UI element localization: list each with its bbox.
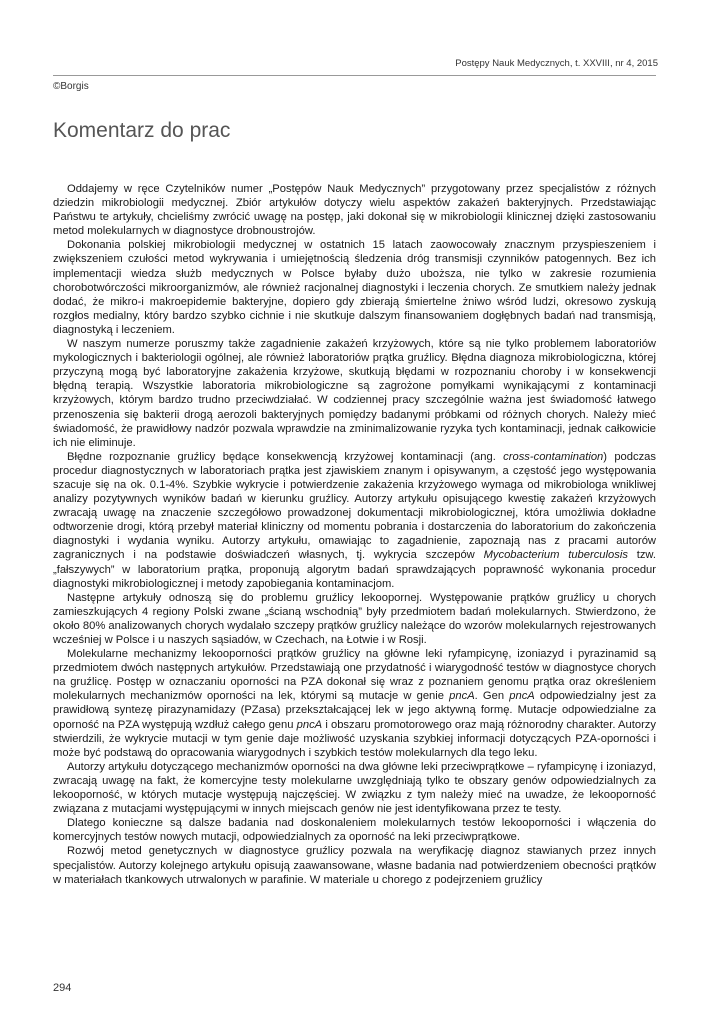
text-run: ) podczas procedur diagnostycznych w laboratoriach prątka jest zjawiskiem znanym i opisywanym, a częstość jego występowania szacuje się na ok. 0.1-4%. Szybkie wykrycie i potwierdzenie zakażenia krzyżowego wymaga od mikrobiologa wnikliwej analizy pozytywnych wyników badań w kierunku gruźlicy. Autorzy artykułu opisującego kwestię zakażeń krzyżowych zwracają uwagę na znaczenie szczegółowo prowadzonej dokumentacji mikrobiologicznej, która umożliwia dokładne odtworzenie drogi, którą przebył materiał kliniczny od momentu pobrania i dostarczenia do laboratorium do zakończenia diagnostyki i wydania wyniku. Autorzy artykułu, omawiając to zagadnienie, zapoznają nas z pracami autorów zagranicznych i na podstawie doświadczeń własnych, tj. wykrycia szczepów — [53, 450, 656, 562]
paragraph-2 — [53, 238, 656, 337]
text-run: odpowiedzialny jest za prawidłową syntezę pirazynamidazy (PZasa) przekształcającej lek w jego aktywną formę. Mutacje odpowiedzialne za oporność na PZA występują wzdłuż całego genu — [53, 690, 656, 731]
text-run: Oddajemy w ręce Czytelników numer „Postępów Nauk Medycznych” przygotowany przez specjalistów z różnych dziedzin mikrobiologii medycznej. Zbiór artykułów dotyczy wielu aspektów zakażeń bakteryjnych. Przedstawiając Państwu te artykuły, chcieliśmy zwrócić uwagę na postęp, jaki dokonał się w mikrobiologii klinicznej dzięki zastosowaniu metod molekularnych w diagnostyce drobnoustrojów. — [53, 183, 656, 238]
text-run: Autorzy artykułu dotyczącego mechanizmów oporności na dwa główne leki przeciwprątkowe – ryfampicynę i izoniazyd, zwracają uwagę na fakt, że komercyjne testy molekularne uwzględniają tylko te obszary genów odpowiedzialnych za lekooporność, w których mutacje występują najczęściej. W związku z tym należy mieć na uwadze, że lekooporność związana z mutacjami występującymi w innych miejscach genów nie jest identyfikowana przez te testy. — [53, 760, 656, 816]
italic-term: cross-contamination — [503, 450, 604, 463]
paragraph-8 — [53, 816, 656, 844]
running-head: Postępy Nauk Medycznych, t. XXVIII, nr 4, 2015 — [455, 58, 658, 69]
paragraph-7 — [53, 760, 656, 816]
paragraph-4 — [53, 450, 656, 591]
page-title: Komentarz do prac — [53, 119, 231, 142]
italic-term: Mycobacterium tuberculosis — [483, 549, 628, 562]
text-run: i obszaru promotorowego oraz mają różnorodny charakter. Autorzy stwierdzili, że wykrycie mutacji w tym genie daje możliwość uzyskania szybkiej informacji dotyczących PZA-oporności i może być podstawą do opracowania wiarygodnych i szybkich testów molekularnych dla tego leku. — [53, 718, 656, 759]
paragraph-9 — [53, 844, 656, 886]
text-run: Dokonania polskiej mikrobiologii medycznej w ostatnich 15 latach zaowocowały znacznym przyspieszeniem i zwiększeniem czułości metod wykrywania i umiejętnością śledzenia dróg transmisji czynników patogennych. Bez ich implementacji wiedza służb medycznych w Polsce byłaby dużo uboższa, nie tylko w zakresie rozumienia chorobotwórczości mikroorganizmów, ale również racjonalnej diagnostyki i leczenia chorych. Ze smutkiem należy jednak dodać, że mikro-i makroepidemie bakteryjne, dopiero gdy zbierają śmiertelne żniwo wśród ludzi, okresowo zyskują rozgłos medialny, który bardzo szybko cichnie i nie skutkuje dalszym finansowaniem dogłębnych badań nad transmisją, diagnostyką i leczeniem. — [53, 239, 656, 336]
paragraph-5 — [53, 591, 656, 647]
article-body — [53, 182, 656, 887]
text-run: Błędne rozpoznanie gruźlicy będące konsekwencją krzyżowej kontaminacji (ang. — [67, 450, 504, 463]
publisher-mark: ©Borgis — [53, 81, 89, 92]
text-run: Dlatego konieczne są dalsze badania nad doskonaleniem molekularnych testów lekooporności i włączenia do komercyjnych testów nowych mutacji, odpowiedzialnych za oporność na leki przeciwprątkowe. — [53, 817, 656, 844]
paragraph-1 — [53, 182, 656, 238]
italic-term: pncA — [509, 690, 535, 703]
text-run: Molekularne mechanizmy lekooporności prątków gruźlicy na główne leki ryfampicynę, izoniazyd i pyrazinamid są przedmiotem dwóch następnych artykułów. Przedstawiają one przydatność i wiarygodność testów w diagnostyce chorych na gruźlicę. Postęp w oznaczaniu oporności na PZA dokonał się wraz z poznaniem genomu prątka oraz określeniem molekularnych mechanizmów oporności na lek, którymi są mutacje w genie — [53, 648, 656, 703]
text-run: W naszym numerze poruszmy także zagadnienie zakażeń krzyżowych, które są nie tylko problemem laboratoriów mykologicznych i bakteriologii ogólnej, ale również laboratoriów prątka gruźlicy. Błędna diagnoza mikrobiologiczna, której przyczyną mogą być laboratoryjne zakażenia krzyżowe, skutkują błędami w rozpoznaniu choroby i w konsekwencji błędną terapią. Wszystkie laboratoria mikrobiologiczne są zagrożone pomyłkami wynikającymi z kontaminacji krzyżowych, którym bardzo trudno przeciwdziałać. W codziennej pracy szczególnie ważna jest świadomość łatwego przenoszenia się bakterii drogą aerozoli bakteryjnych pomiędzy badanymi próbkami od różnych chorych. Należy mieć świadomość, że prawidłowy nadzór pozwala wprawdzie na zminimalizowanie ryzyka tych kontaminacji, jednak całkowicie ich nie eliminuje. — [53, 338, 656, 449]
italic-term: pncA — [296, 718, 323, 731]
text-run: Następne artykuły odnoszą się do problemu gruźlicy lekoopornej. Występowanie prątków gruźlicy u chorych zamieszkujących 4 regiony Polski zwane „ścianą wschodnią” były przedmiotem badań molekularnych. Stwierdzono, że około 80% analizowanych chorych wydalało szczepy prątków gruźlicy należące do wzorów molekularnych rejestrowanych wcześniej w Polsce i u naszych sąsiadów, w Czechach, na Łotwie i w Rosji. — [53, 591, 656, 646]
header-rule — [53, 75, 656, 76]
text-run: . Gen — [474, 690, 510, 703]
paragraph-3 — [53, 337, 656, 450]
text-run: Rozwój metod genetycznych w diagnostyce gruźlicy pozwala na weryfikację diagnoz stawianych przez innych specjalistów. Autorzy kolejnego artykułu opisują zaawansowane, własne badania nad potwierdzeniem obecności prątków w materiałach tkankowych utrwalonych w parafinie. W materiale u chorego z podejrzeniem gruźlicy — [53, 845, 656, 886]
italic-term: pncA — [449, 690, 475, 703]
text-run: tzw. „fałszywych” w laboratorium prątka, proponują algorytm badań sprawdzających poprawność wykonania procedur diagnostyki mikrobiologicznej i metody zapobiegania kontaminacjom. — [53, 549, 656, 590]
paragraph-6 — [53, 647, 656, 760]
page-number: 294 — [53, 982, 72, 994]
